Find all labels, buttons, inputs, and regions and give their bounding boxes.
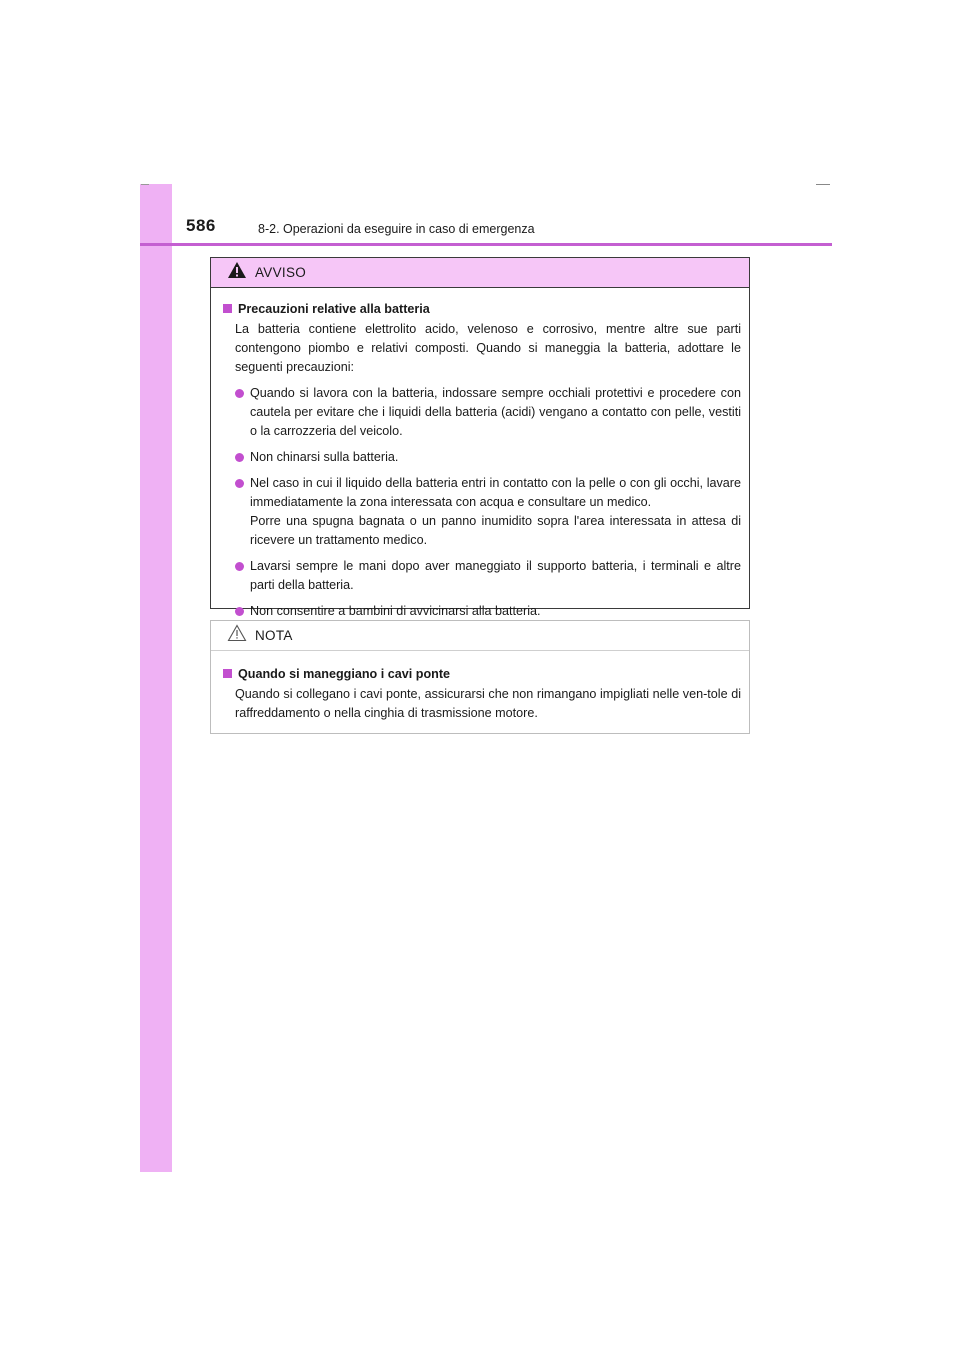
list-item <box>235 557 741 595</box>
list-item-text: Non consentire a bambini di avvicinarsi alla batteria. <box>250 604 541 618</box>
round-bullet-icon <box>235 562 244 571</box>
square-bullet-icon <box>223 669 232 678</box>
list-item <box>235 384 741 441</box>
square-bullet-icon <box>223 304 232 313</box>
list-item <box>235 448 741 467</box>
crop-mark-right <box>816 184 830 185</box>
warning-triangle-icon <box>227 261 247 284</box>
round-bullet-icon <box>235 479 244 488</box>
note-text: Quando si collegano i cavi ponte, assicurarsi che non rimangano impigliati nelle ven-tole di raffreddamento o nella cinghia di trasmissione motore. <box>235 687 741 720</box>
list-item-text: Quando si lavora con la batteria, indossare sempre occhiali protettivi e procedere con cautela per evitare che i liquidi della batteria (acidi) vengano a contatto con pelle, vestiti o la carrozzeria del veicolo. <box>250 386 741 438</box>
warning-box <box>210 257 750 618</box>
list-item-text: Non chinarsi sulla batteria. <box>250 450 399 464</box>
round-bullet-icon <box>235 389 244 398</box>
warning-header <box>211 258 749 288</box>
list-item <box>235 474 741 550</box>
note-label: NOTA <box>255 628 293 643</box>
note-heading <box>223 665 741 684</box>
crop-mark <box>141 184 149 185</box>
caution-outline-triangle-icon <box>227 624 247 647</box>
warning-heading <box>223 300 741 319</box>
list-item <box>235 602 741 621</box>
note-box <box>210 620 750 734</box>
side-color-strip <box>140 184 172 1172</box>
warning-heading-text: Precauzioni relative alla batteria <box>238 302 430 316</box>
list-item-text: Nel caso in cui il liquido della batteria entri in contatto con la pelle o con gli occhi, lavare immediatamente la zona interessata con acqua e consultare un medico. <box>250 476 741 509</box>
section-title: 8-2. Operazioni da eseguire in caso di emergenza <box>258 222 535 236</box>
warning-intro: La batteria contiene elettrolito acido, velenoso e corrosivo, mentre altre sue parti contengono piombo e relativi composti. Quando si maneggia la batteria, adottare le seguenti precauzioni: <box>235 322 741 374</box>
note-heading-text: Quando si maneggiano i cavi ponte <box>238 667 451 681</box>
list-item-text: Lavarsi sempre le mani dopo aver maneggiato il supporto batteria, i terminali e altre parti della batteria. <box>250 559 741 592</box>
round-bullet-icon <box>235 607 244 616</box>
warning-label: AVVISO <box>255 265 307 280</box>
round-bullet-icon <box>235 453 244 462</box>
header-divider <box>140 243 832 246</box>
list-item-continuation: Porre una spugna bagnata o un panno inumidito sopra l'area interessata in attesa di ricevere un trattamento medico. <box>250 514 741 547</box>
note-body <box>211 651 749 723</box>
note-header <box>211 621 749 651</box>
page-number: 586 <box>186 216 216 235</box>
warning-body <box>211 288 749 621</box>
